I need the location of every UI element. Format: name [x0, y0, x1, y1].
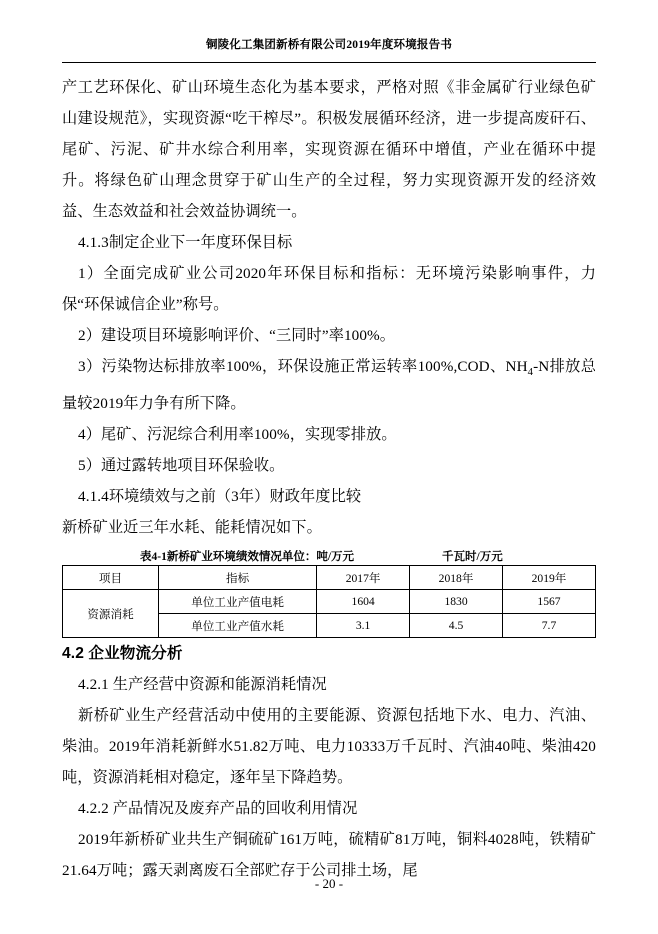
objective-item-5: 5）通过露转地项目环保验收。 [78, 457, 285, 475]
cell-2019: 7.7 [503, 614, 596, 638]
paragraph-4-1-4: 新桥矿业近三年水耗、能耗情况如下。 [62, 519, 322, 537]
objective-item-3-part-b: -N排放总量较2019年力争有所下降。 [62, 358, 596, 413]
objective-item-3 [62, 351, 596, 419]
column-header-item: 项目 [63, 566, 159, 590]
paragraph-4-2-1: 新桥矿业生产经营活动中使用的主要能源、资源包括地下水、电力、汽油、柴油。2019年消耗新鲜水51.82万吨、电力10333万千瓦时、汽油40吨、柴油420吨，资源消耗相对稳定，逐年呈下降趋势。 [62, 707, 596, 787]
header-divider [62, 62, 596, 63]
objective-item-4: 4）尾矿、污泥综合利用率100%，实现零排放。 [78, 426, 397, 444]
column-header-2017: 2017年 [317, 566, 410, 590]
cell-2019: 1567 [503, 590, 596, 614]
page-content [62, 72, 596, 886]
heading-4-2-2: 4.2.2 产品情况及废弃产品的回收利用情况 [78, 800, 358, 818]
column-header-2018: 2018年 [410, 566, 503, 590]
cell-2018: 1830 [410, 590, 503, 614]
table-caption-left: 表4-1新桥矿业环境绩效情况单位：吨/万元 [140, 551, 355, 564]
heading-4-1-4: 4.1.4环境绩效与之前（3年）财政年度比较 [78, 488, 362, 506]
table-caption [62, 549, 596, 565]
row-indicator: 单位工业产值电耗 [159, 590, 317, 614]
objective-item-3-part-a: 3）污染物达标排放率100%，环保设施正常运转率100%,COD、NH [78, 358, 528, 375]
row-group-label: 资源消耗 [63, 590, 159, 638]
cell-2017: 3.1 [317, 614, 410, 638]
objective-item-2: 2）建设项目环境影响评价、“三同时”率100%。 [78, 327, 396, 344]
environmental-performance-table [62, 565, 596, 638]
heading-4-2: 4.2 企业物流分析 [62, 645, 183, 663]
column-header-2019: 2019年 [503, 566, 596, 590]
row-indicator: 单位工业产值水耗 [159, 614, 317, 638]
environmental-performance-table-wrapper [62, 549, 596, 638]
objective-item-3-subscript: 4 [527, 367, 534, 379]
table-caption-right: 千瓦时/万元 [442, 551, 503, 564]
cell-2017: 1604 [317, 590, 410, 614]
objective-item-1: 1）全面完成矿业公司2020年环保目标和指标：无环境污染影响事件，力保“环保诚信企业”称号。 [62, 265, 596, 313]
table-header-row [63, 566, 596, 590]
heading-4-1-3: 4.1.3制定企业下一年度环保目标 [78, 234, 293, 251]
paragraph-4-2-2: 2019年新桥矿业共生产铜硫矿161万吨，硫精矿81万吨，铜料4028吨，铁精矿21.64万吨；露天剥离废石全部贮存于公司排土场，尾 [62, 831, 596, 880]
cell-2018: 4.5 [410, 614, 503, 638]
page-header: 铜陵化工集团新桥有限公司2019年度环境报告书 [205, 39, 453, 51]
table-row [63, 590, 596, 614]
column-header-indicator: 指标 [159, 566, 317, 590]
paragraph-continuation: 产工艺环保化、矿山环境生态化为基本要求，严格对照《非金属矿行业绿色矿山建设规范》，实现资源“吃干榨尽”。积极发展循环经济，进一步提高废矸石、尾矿、污泥、矿井水综合利用率，实现资源在循环中增值，产业在循环中提升。将绿色矿山理念贯穿于矿山生产的全过程，努力实现资源开发的经济效益、生态效益和社会效益协调统一。 [62, 79, 596, 220]
page-footer: - 20 - [314, 876, 344, 891]
heading-4-2-1: 4.2.1 生产经营中资源和能源消耗情况 [78, 676, 327, 694]
